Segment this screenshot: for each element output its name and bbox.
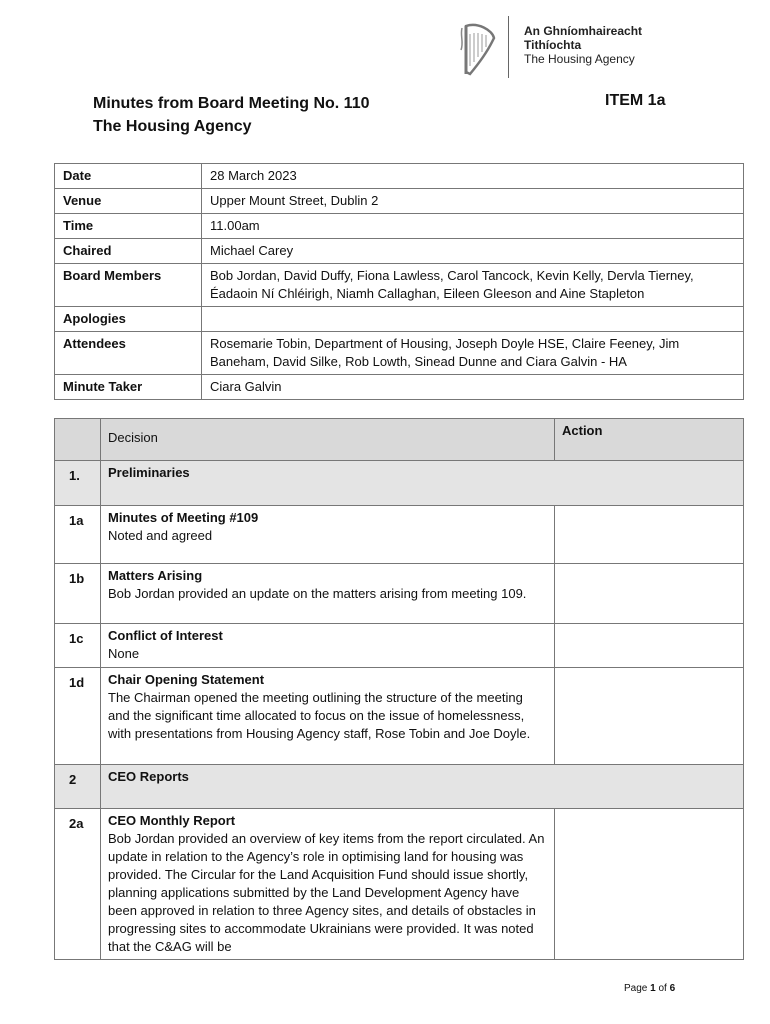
row-action <box>555 668 744 765</box>
item-label: ITEM 1a <box>605 92 666 109</box>
meta-label: Chaired <box>55 239 202 264</box>
table-row <box>55 809 744 960</box>
decisions-table <box>54 418 744 960</box>
row-title: CEO Reports <box>108 769 189 784</box>
row-content <box>101 765 744 809</box>
page-total: 6 <box>669 983 676 994</box>
section-row <box>55 461 744 506</box>
row-content <box>101 461 744 506</box>
meta-row <box>55 264 744 307</box>
row-title: Chair Opening Statement <box>108 672 265 687</box>
row-number: 2 <box>55 765 101 809</box>
row-content <box>101 809 555 960</box>
meta-row <box>55 307 744 332</box>
meta-label: Date <box>55 164 202 189</box>
meeting-details-table <box>54 163 744 400</box>
document-title <box>93 92 369 138</box>
section-row <box>55 765 744 809</box>
meta-label: Board Members <box>55 264 202 307</box>
row-content <box>101 564 555 624</box>
row-text: The Chairman opened the meeting outlining the structure of the meeting and the significant time allocated to focus on the issue of homelessness, with presentations from Housing Agency staff, Rose Tobin and Joe Doyle. <box>108 690 531 741</box>
meta-label: Attendees <box>55 332 202 375</box>
meta-row <box>55 332 744 375</box>
row-text: None <box>108 646 140 661</box>
row-number: 1a <box>55 506 101 564</box>
row-number: 2a <box>55 809 101 960</box>
harp-icon <box>458 20 498 78</box>
logo-separator <box>508 16 509 78</box>
meta-value: Upper Mount Street, Dublin 2 <box>202 189 744 214</box>
meta-value: 11.00am <box>202 214 744 239</box>
meta-value: Ciara Galvin <box>202 375 744 400</box>
meta-value: Michael Carey <box>202 239 744 264</box>
row-title: CEO Monthly Report <box>108 813 236 828</box>
logo-line-2: Tithíochta <box>524 38 582 52</box>
page-current: 1 <box>650 983 656 994</box>
row-number: 1b <box>55 564 101 624</box>
meta-value: Bob Jordan, David Duffy, Fiona Lawless, Carol Tancock, Kevin Kelly, Dervla Tierney, Éadaoin Ní Chléirigh, Niamh Callaghan, Eileen Gleeson and Aine Stapleton <box>202 264 744 307</box>
meta-label: Venue <box>55 189 202 214</box>
meta-label: Apologies <box>55 307 202 332</box>
row-title: Minutes of Meeting #109 <box>108 510 259 525</box>
row-content <box>101 506 555 564</box>
table-row <box>55 624 744 668</box>
meta-label: Time <box>55 214 202 239</box>
row-text: Bob Jordan provided an update on the matters arising from meeting 109. <box>108 586 527 601</box>
page-prefix: Page <box>624 983 648 994</box>
row-content <box>101 624 555 668</box>
table-row <box>55 668 744 765</box>
meta-row <box>55 375 744 400</box>
meta-row <box>55 239 744 264</box>
table-row <box>55 506 744 564</box>
row-number: 1c <box>55 624 101 668</box>
page-of: of <box>658 983 667 994</box>
action-column-header: Action <box>555 419 744 461</box>
row-action <box>555 506 744 564</box>
meta-label: Minute Taker <box>55 375 202 400</box>
row-title: Preliminaries <box>108 465 190 480</box>
row-text: Bob Jordan provided an overview of key items from the report circulated. An update in relation to the Agency’s role in optimising land for housing was provided. The Circular for the Land Acquisition Fund should issue shortly, planning applications submitted by the Land Development Agency have been approved in relation to three Agency sites, and details of obstacles in progressing sites to accommodate Ukrainians were provided. It was noted that the C&AG will be <box>108 831 545 954</box>
row-action <box>555 564 744 624</box>
row-title: Matters Arising <box>108 568 203 583</box>
meta-value <box>202 307 744 332</box>
logo-line-1: An Ghníomhaireacht <box>524 24 643 38</box>
row-action <box>555 624 744 668</box>
row-action <box>555 809 744 960</box>
row-text: Noted and agreed <box>108 528 213 543</box>
title-line-1: Minutes from Board Meeting No. 110 <box>93 95 370 112</box>
header-number-cell <box>55 419 101 461</box>
meta-value: 28 March 2023 <box>202 164 744 189</box>
decisions-header-row <box>55 419 744 461</box>
logo-line-3: The Housing Agency <box>524 52 635 66</box>
row-content <box>101 668 555 765</box>
meta-value: Rosemarie Tobin, Department of Housing, Joseph Doyle HSE, Claire Feeney, Jim Baneham, David Silke, Rob Lowth, Sinead Dunne and Ciara Galvin - HA <box>202 332 744 375</box>
title-line-2: The Housing Agency <box>93 118 252 135</box>
meta-row <box>55 189 744 214</box>
meta-row <box>55 164 744 189</box>
row-number: 1d <box>55 668 101 765</box>
row-title: Conflict of Interest <box>108 628 223 643</box>
logo-text <box>524 24 642 66</box>
row-number: 1. <box>55 461 101 506</box>
table-row <box>55 564 744 624</box>
decision-column-header: Decision <box>101 419 555 461</box>
meta-row <box>55 214 744 239</box>
page-number <box>624 983 675 994</box>
